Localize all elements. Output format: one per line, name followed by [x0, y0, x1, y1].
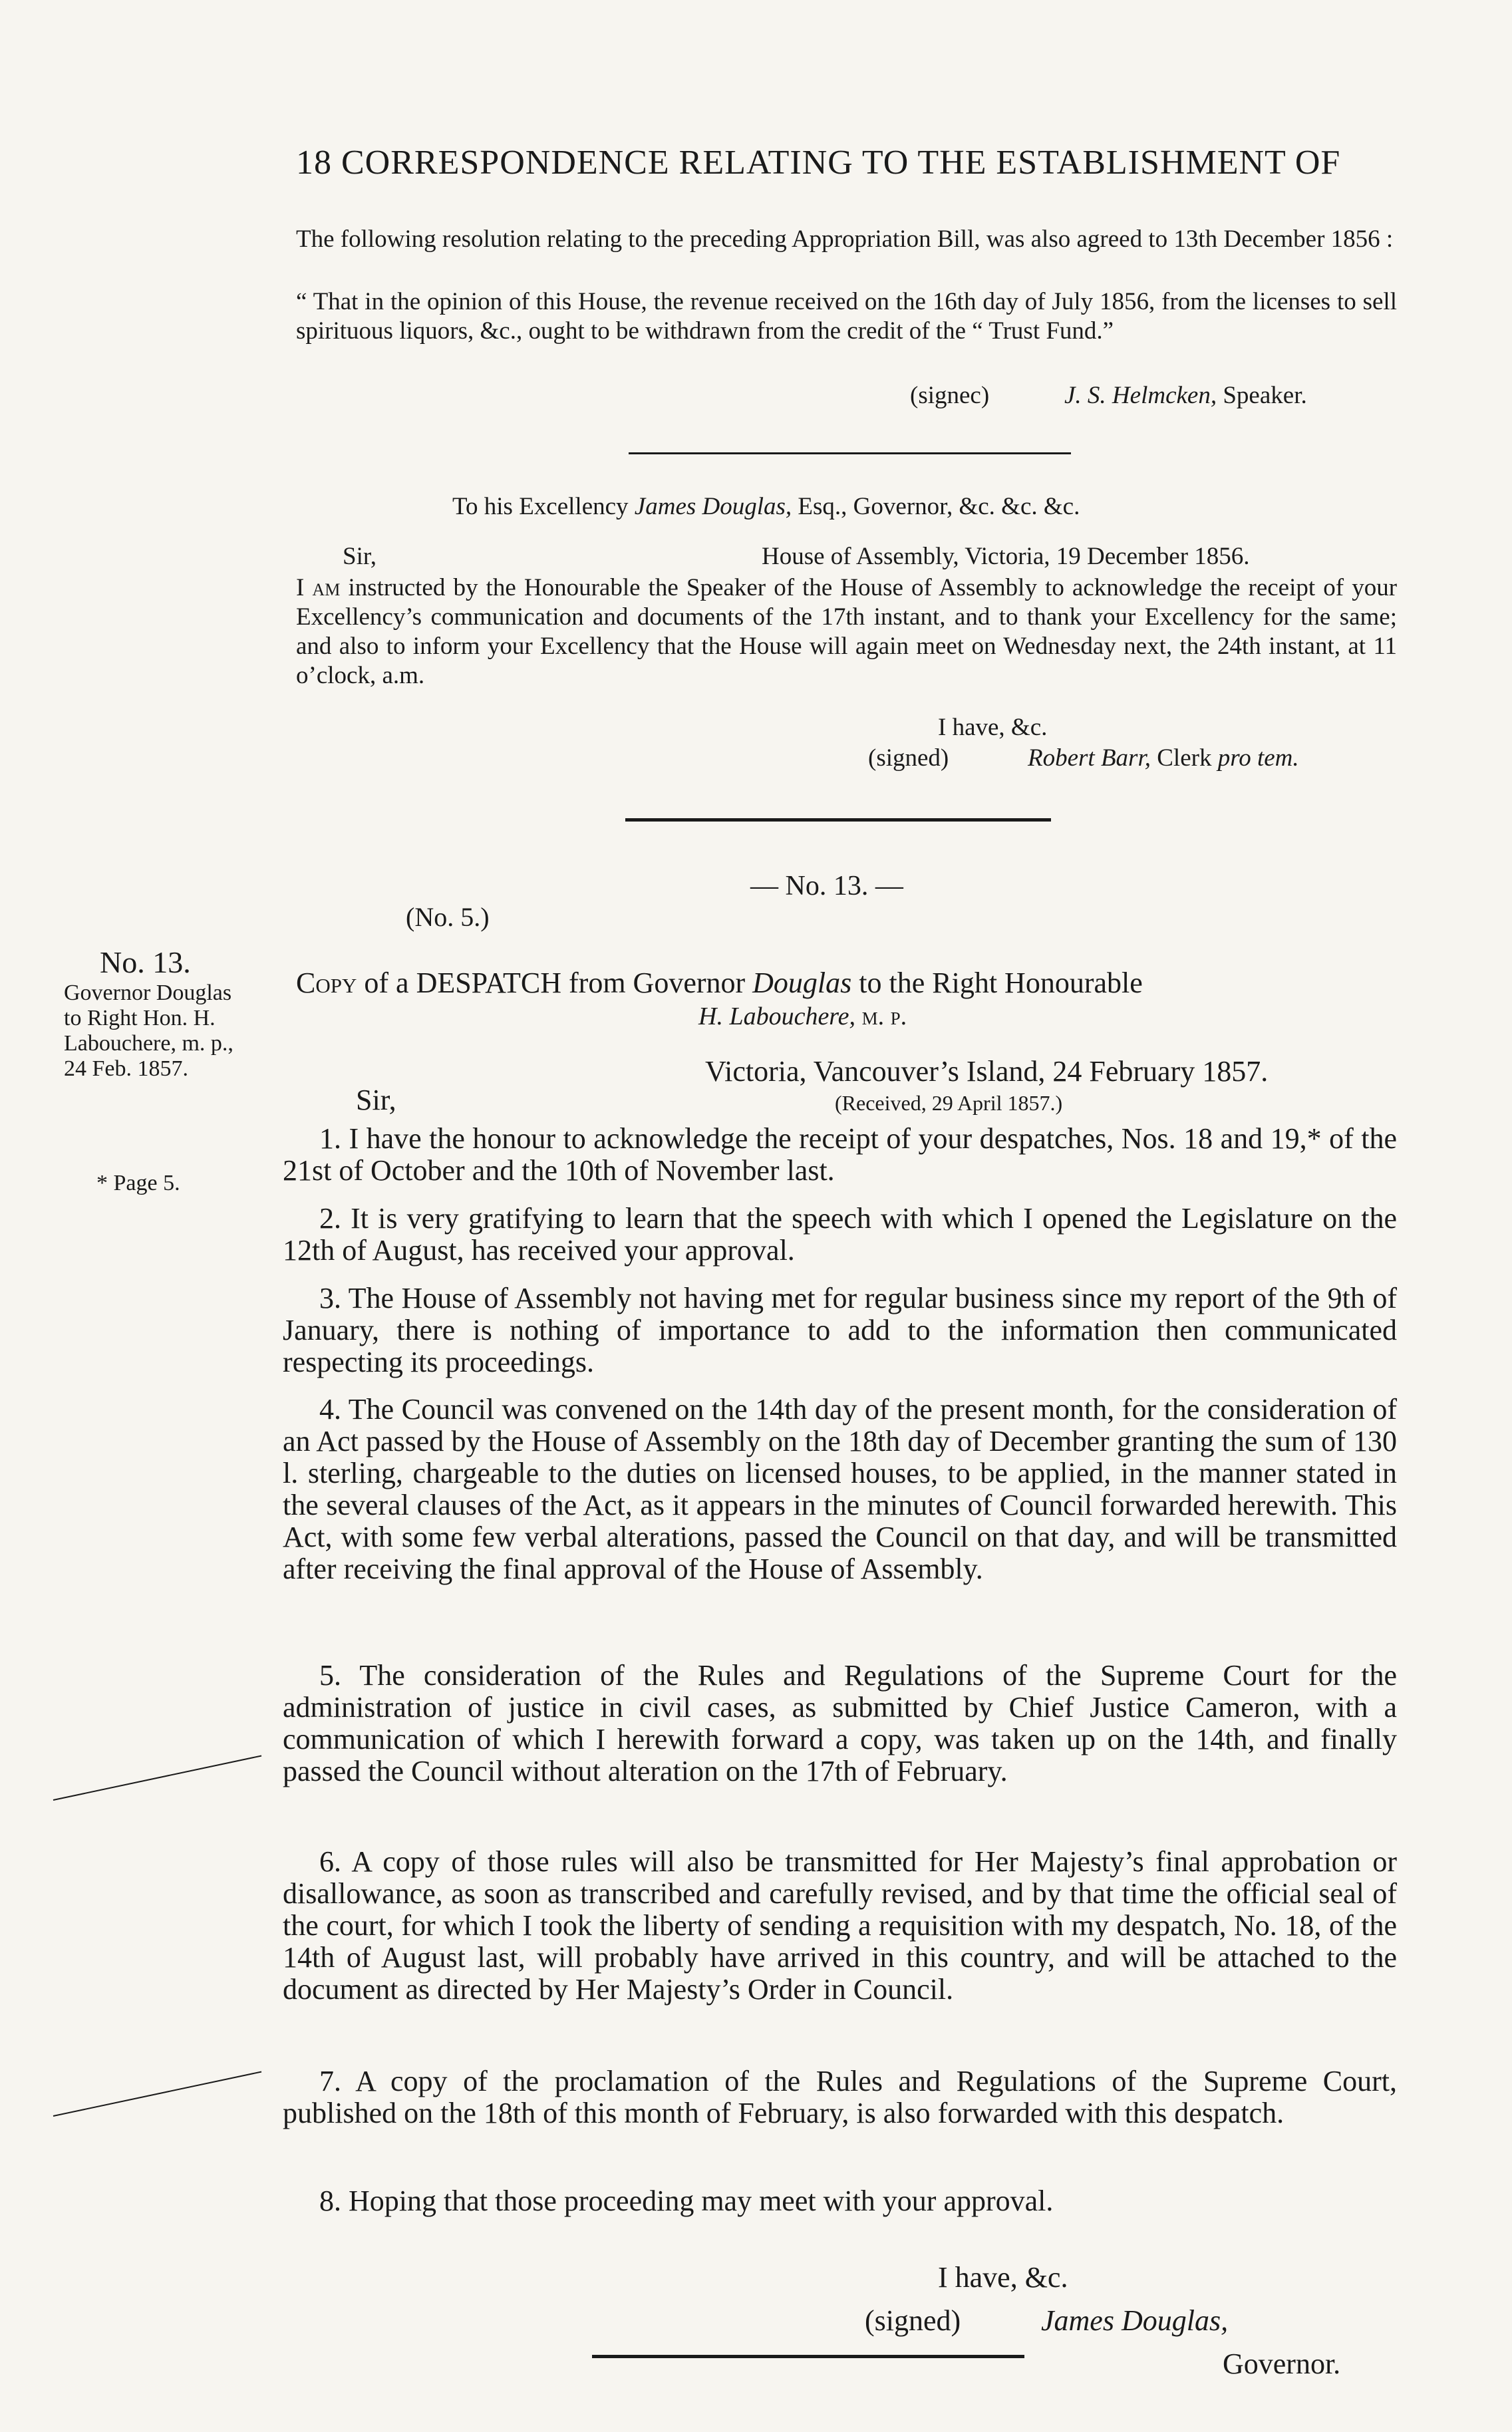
despatch-paragraph-3: 3. The House of Assembly not having met for regular business since my report of the 9th of January, there is nothing of importance to add to the information then communicated respecting its proceedings.: [283, 1282, 1397, 1378]
letter1-signer-name: Robert Barr,: [1028, 744, 1151, 772]
resolution-intro: The following resolution relating to the preceding Appropriation Bill, was also agreed to 13th December 1856 :: [296, 226, 1394, 253]
despatch-paragraph-4: 4. The Council was convened on the 14th day of the present month, for the consideration of an Act passed by the House of Assembly on the 18th day of December granting the sum of 130 l. sterling, chargeable to the duties on licensed houses, to be applied, in the manner stated in the several clauses of the Act, as it appears in the minutes of Council forwarded herewith. This Act, with some few verbal alterations, passed the Council on that day, and will be transmitted after receiving the final approval of the House of Assembly.: [283, 1393, 1397, 1585]
margin-line-1: Governor Douglas: [64, 981, 232, 1005]
divider-rule-3: [592, 2355, 1024, 2358]
margin-number: No. 13.: [100, 945, 191, 979]
despatch-signer-title: Governor.: [1223, 2348, 1341, 2380]
despatch-paragraph-2: 2. It is very gratifying to learn that the speech with which I opened the Legislature on the 12th of August, has received your approval.: [283, 1202, 1397, 1267]
margin-line-2: to Right Hon. H.: [64, 1006, 216, 1030]
resolution-signature: [1064, 381, 1307, 410]
letter1-body-text: instructed by the Honourable the Speaker of the House of Assembly to acknowledge the receipt of your Excellency’s communication and documents of the 17th instant, and to thank your Excellency for the same; and also to inform your Excellency that the House will again meet on Wednesday next, the 24th instant, at 11 o’clock, a.m.: [296, 574, 1398, 689]
despatch-recipient-mp: m. p.: [861, 1002, 907, 1030]
despatch-paragraph-5: 5. The consideration of the Rules and Regulations of the Supreme Court for the administration of justice in civil cases, as submitted by Chief Justice Cameron, with a communication of which I herewith forward a copy, was taken up on the 14th, and finally passed the Council without alteration on the 17th of February.: [283, 1659, 1397, 1787]
despatch-paragraph-7: 7. A copy of the proclamation of the Rules and Regulations of the Supreme Court, published on the 18th of this month of February, is also forwarded with this despatch.: [283, 2065, 1397, 2129]
despatch-paragraph-1: 1. I have the honour to acknowledge the receipt of your despatches, Nos. 18 and 19,* of the 21st of October and the 10th of November last.: [283, 1122, 1397, 1187]
despatch-title-despatch: DESPATCH from Governor: [416, 967, 746, 999]
letter1-address: [452, 492, 1080, 522]
divider-rule-1: [629, 452, 1071, 454]
letter1-body: [296, 573, 1397, 690]
despatch-title-copy: Copy: [296, 967, 357, 999]
margin-line-4: 24 Feb. 1857.: [64, 1056, 188, 1081]
despatch-paragraph-8: 8. Hoping that those proceeding may meet with your approval.: [319, 2185, 1054, 2217]
despatch-recipient-name: H. Labouchere,: [698, 1002, 856, 1030]
letter1-signed-label: (signed): [868, 744, 949, 772]
resolution-quote: “ That in the opinion of this House, the revenue received on the 16th day of July 1856, from the licenses to sell spirituous liquors, &c., ought to be withdrawn from the credit of the “ Trust Fund.”: [296, 288, 1397, 345]
letter1-signer-role: Clerk: [1157, 744, 1212, 772]
despatch-paragraph-6: 6. A copy of those rules will also be transmitted for Her Majesty’s final approbation or disallowance, as soon as transcribed and carefully revised, and by that time the official seal of the court, for which I took the liberty of sending a requisition with my despatch, No. 18, of the 14th of August last, will probably have arrived in this country, and will be attached to the document as directed by Her Majesty’s Order in Council.: [283, 1845, 1397, 2006]
resolution-signed-label: (signec): [910, 382, 990, 409]
margin-page-ref: * Page 5.: [96, 1171, 180, 1195]
letter1-closing: I have, &c.: [938, 714, 1048, 741]
margin-line-3: Labouchere, m. p.,: [64, 1031, 233, 1056]
page-header: 18 CORRESPONDENCE RELATING TO THE ESTABLISHMENT OF: [296, 144, 1341, 182]
letter1-signature: [1028, 744, 1299, 773]
despatch-sub-number: (No. 5.): [406, 902, 490, 932]
resolution-signer-title: Speaker.: [1223, 382, 1307, 409]
despatch-signer-name: James Douglas,: [1041, 2304, 1229, 2337]
letter1-dropcap: I am: [296, 574, 341, 601]
despatch-signed-label: (signed): [865, 2304, 961, 2337]
despatch-title-governor: Douglas: [752, 967, 852, 999]
letter1-address-prefix: To his Excellency: [452, 493, 629, 520]
despatch-title: [296, 966, 1143, 1000]
letter1-signer-suffix: pro tem.: [1217, 744, 1299, 772]
letter1-address-suffix: Esq., Governor, &c. &c. &c.: [798, 493, 1080, 520]
letter1-salutation: Sir,: [343, 543, 377, 570]
despatch-recipient: [698, 1002, 907, 1031]
divider-rule-2: [625, 818, 1051, 822]
resolution-signer-name: J. S. Helmcken,: [1064, 382, 1217, 409]
despatch-number-heading: — No. 13. —: [750, 871, 903, 901]
despatch-title-to: to the Right Honourable: [859, 967, 1143, 999]
despatch-place-date: Victoria, Vancouver’s Island, 24 February 1857.: [705, 1055, 1269, 1088]
despatch-title-of-a: of a: [364, 967, 409, 999]
despatch-salutation: Sir,: [356, 1084, 396, 1116]
despatch-closing: I have, &c.: [938, 2261, 1068, 2294]
letter1-address-name: James Douglas,: [634, 493, 792, 520]
letter1-place-date: House of Assembly, Victoria, 19 December 1856.: [762, 543, 1250, 570]
despatch-received: (Received, 29 April 1857.): [835, 1091, 1063, 1115]
margin-pencil-mark-2: [53, 2071, 261, 2116]
margin-pencil-mark-1: [53, 1755, 261, 1800]
